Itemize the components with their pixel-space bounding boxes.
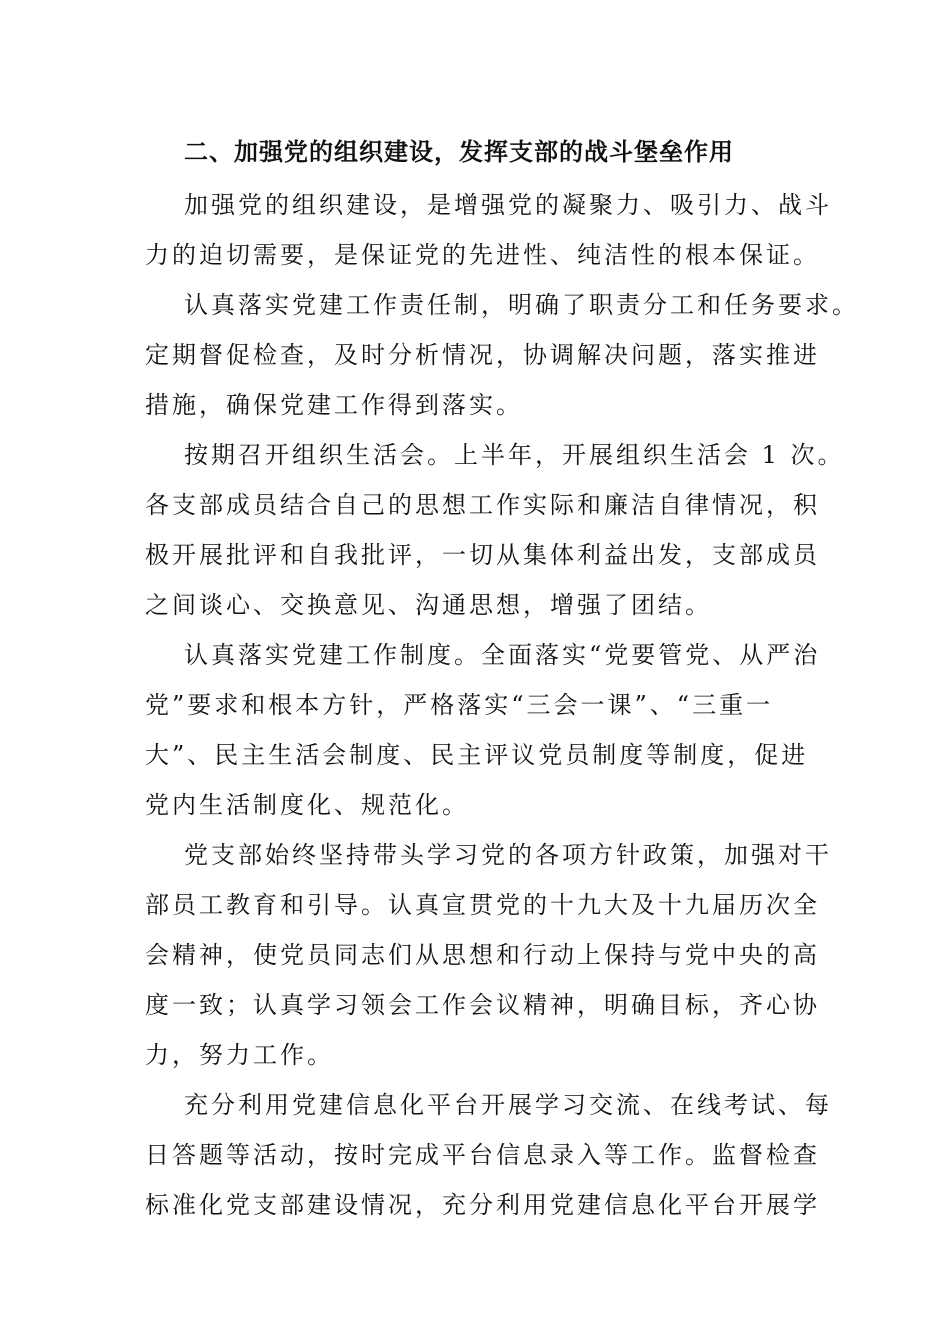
paragraph-5: [145, 830, 832, 1080]
paragraph-line: 党”要求和根本方针，严格落实“三会一课”、“三重一: [145, 691, 774, 719]
paragraph-line: 日答题等活动，按时完成平台信息录入等工作。监督检查: [145, 1141, 820, 1169]
paragraph-1: [145, 180, 832, 280]
paragraph-line: 度一致；认真学习领会工作会议精神，明确目标，齐心协: [145, 991, 820, 1019]
paragraph-line: 认真落实党建工作责任制，明确了职责分工和任务要求。: [184, 291, 859, 319]
paragraph-line: 各支部成员结合自己的思想工作实际和廉洁自律情况，积: [145, 491, 820, 519]
paragraph-line: 定期督促检查，及时分析情况，协调解决问题，落实推进: [145, 341, 820, 369]
paragraph-line: 认真落实党建工作制度。全面落实“党要管党、从严治: [184, 641, 821, 669]
paragraph-line: 措施，确保党建工作得到落实。: [145, 391, 523, 419]
paragraph-line: 大”、民主生活会制度、民主评议党员制度等制度，促进: [145, 741, 809, 769]
paragraph-line: 党支部始终坚持带头学习党的各项方针政策，加强对干: [184, 841, 832, 869]
paragraph-6: [145, 1080, 832, 1230]
section-heading: 二、加强党的组织建设，发挥支部的战斗堡垒作用: [184, 137, 734, 166]
paragraph-line: 会精神，使党员同志们从思想和行动上保持与党中央的高: [145, 941, 820, 969]
paragraph-line: 充分利用党建信息化平台开展学习交流、在线考试、每: [184, 1091, 832, 1119]
paragraph-line: 标准化党支部建设情况，充分利用党建信息化平台开展学: [145, 1191, 820, 1219]
document-body: [145, 130, 859, 1230]
paragraph-line: 加强党的组织建设，是增强党的凝聚力、吸引力、战斗: [184, 191, 832, 219]
paragraph-line: 力，努力工作。: [145, 1041, 334, 1069]
paragraph-line: 之间谈心、交换意见、沟通思想，增强了团结。: [145, 591, 712, 619]
paragraph-2: [145, 280, 859, 430]
paragraph-line: 力的迫切需要，是保证党的先进性、纯洁性的根本保证。: [145, 241, 820, 269]
paragraph-line: 部员工教育和引导。认真宣贯党的十九大及十九届历次全: [145, 891, 820, 919]
paragraph-4: [145, 630, 821, 830]
paragraph-line: 党内生活制度化、规范化。: [145, 791, 469, 819]
paragraph-3: [145, 430, 845, 630]
paragraph-line: 极开展批评和自我批评，一切从集体利益出发，支部成员: [145, 541, 820, 569]
paragraph-line: 按期召开组织生活会。上半年，开展组织生活会 1 次。: [184, 441, 845, 469]
